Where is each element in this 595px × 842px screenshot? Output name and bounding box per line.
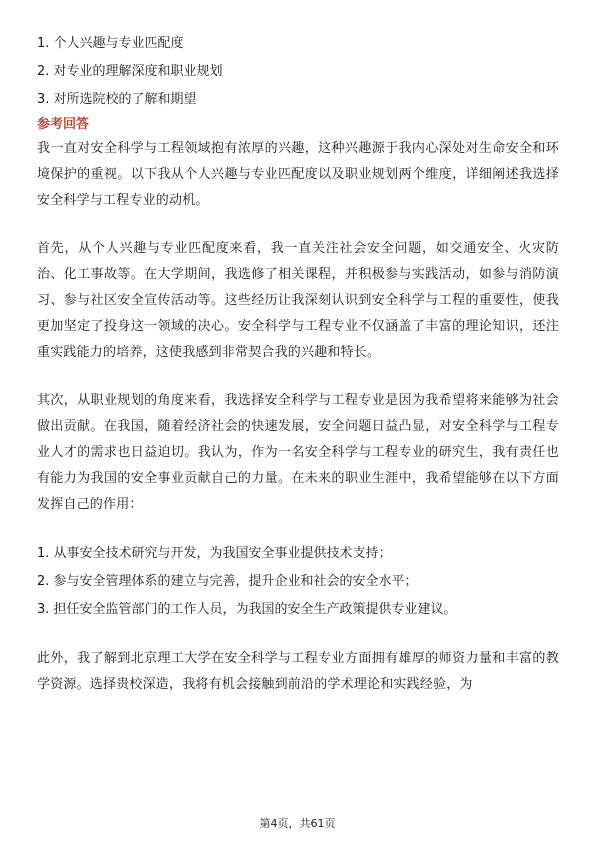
role-item: 1. 从事安全技术研究与开发，为我国安全事业提供技术支持； [37, 546, 392, 561]
page-content [37, 30, 559, 698]
career-paragraph: 其次，从职业规划的角度来看，我选择安全科学与工程专业是因为我希望将来能够为社会做出贡献。在我国，随着经济社会的快速发展，安全问题日益凸显，对安全科学与工程专业人才的需求也日益迫切。我认为，作为一名安全科学与工程专业的研究生，我有责任也有能力为我国的安全事业贡献自己的力量。在未来的职业生涯中，我希望能够在以下方面发挥自己的作用： [37, 393, 559, 512]
paragraph-spacer [37, 624, 559, 646]
paragraph-spacer [37, 366, 559, 388]
intro-paragraph: 我一直对安全科学与工程领域抱有浓厚的兴趣，这种兴趣源于我内心深处对生命安全和环境保护的重视。以下我从个人兴趣与专业匹配度以及职业规划两个维度，详细阐述我选择安全科学与工程专业的动机。 [37, 141, 559, 208]
question-item: 2. 对专业的理解深度和职业规划 [37, 64, 223, 79]
role-item: 2. 参与安全管理体系的建立与完善，提升企业和社会的安全水平； [37, 574, 418, 589]
interest-paragraph: 首先，从个人兴趣与专业匹配度来看，我一直关注社会安全问题，如交通安全、火灾防治、化工事故等。在大学期间，我选修了相关课程，并积极参与实践活动，如参与消防演习、参与社区安全宣传活动等。这些经历让我深刻认识到安全科学与工程的重要性，使我更加坚定了投身这一领域的决心。安全科学与工程专业不仅涵盖了丰富的理论知识，还注重实践能力的培养，这使我感到非常契合我的兴趣和特长。 [37, 241, 559, 360]
role-list [37, 540, 559, 624]
question-item: 3. 对所选院校的了解和期望 [37, 92, 197, 107]
question-item: 1. 个人兴趣与专业匹配度 [37, 36, 184, 51]
school-paragraph: 此外，我了解到北京理工大学在安全科学与工程专业方面拥有雄厚的师资力量和丰富的教学资源。选择贵校深造，我将有机会接触到前沿的学术理论和实践经验，为 [37, 651, 559, 692]
question-list [37, 30, 559, 114]
page-number-footer: 第4页，共61页 [259, 817, 336, 830]
reference-answer-heading: 参考回答 [37, 117, 90, 132]
paragraph-spacer [37, 214, 559, 236]
paragraph-spacer [37, 518, 559, 540]
role-item: 3. 担任安全监管部门的工作人员，为我国的安全生产政策提供专业建议。 [37, 602, 457, 617]
